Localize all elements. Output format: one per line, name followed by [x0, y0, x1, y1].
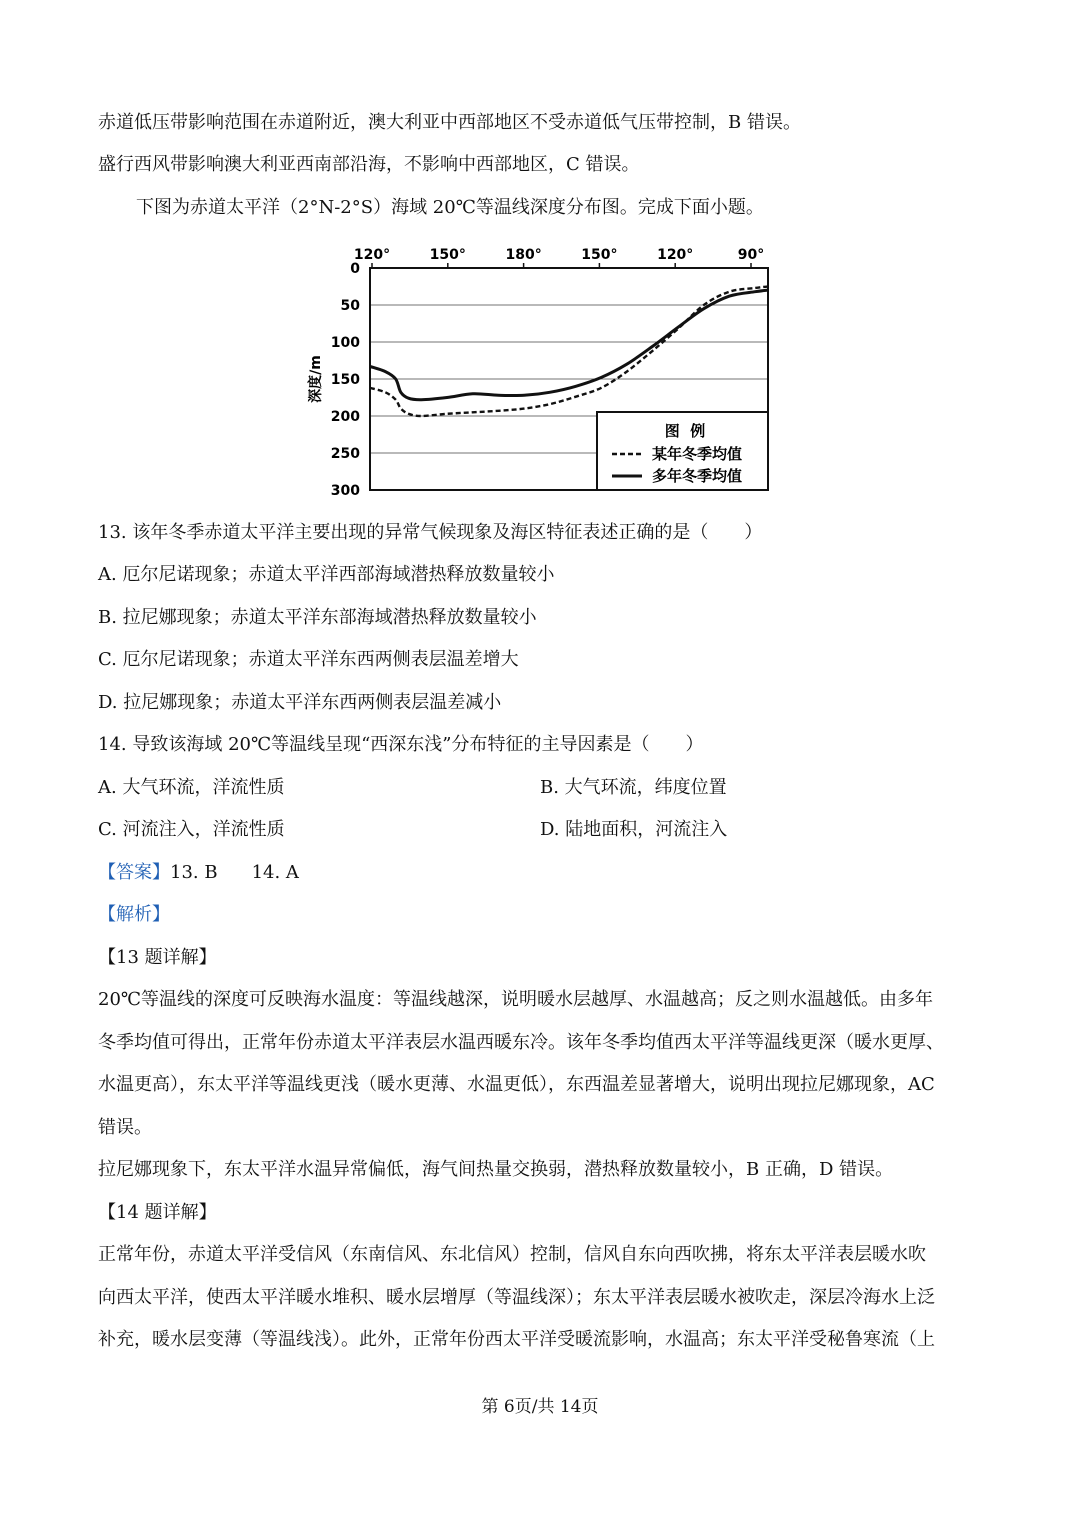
- analysis-tag: 【解析】: [98, 904, 170, 925]
- detail-14-heading: 【14 题详解】: [98, 1202, 217, 1223]
- legend-label-multi-year-mean: 多年冬季均值: [652, 467, 743, 485]
- chart-y-ticks: [331, 261, 360, 498]
- answer-q14: 14. A: [251, 862, 299, 883]
- question-13-option-b: B. 拉尼娜现象；赤道太平洋东部海域潜热释放数量较小: [98, 607, 537, 628]
- intro-line-2: 盛行西风带影响澳大利亚西南部沿海，不影响中西部地区，C 错误。: [98, 154, 640, 175]
- detail-14-line-2: 向西太平洋，使西太平洋暖水堆积、暖水层增厚（等温线深）；东太平洋表层暖水被吹走，深层冷海水上泛: [98, 1287, 935, 1308]
- x-tick-label: 180°: [505, 247, 542, 263]
- detail-13-line-3: 水温更高），东太平洋等温线更浅（暖水更薄、水温更低），东西温差显著增大，说明出现拉尼娜现象，AC: [98, 1074, 935, 1095]
- answer-line: [98, 861, 299, 885]
- question-14-stem: 14. 导致该海域 20℃等温线呈现“西深东浅”分布特征的主导因素是（ ）: [98, 734, 704, 755]
- chart-legend: [597, 412, 768, 490]
- detail-14-line-1: 正常年份，赤道太平洋受信风（东南信风、东北信风）控制，信风自东向西吹拂，将东太平洋表层暖水吹: [98, 1244, 926, 1265]
- isotherm-depth-chart: [300, 236, 780, 498]
- y-tick-label: 150: [330, 372, 360, 388]
- y-tick-label: 300: [330, 483, 360, 498]
- chart-y-axis-label: 深度/m: [308, 355, 324, 403]
- answer-q13: 13. B: [170, 862, 218, 883]
- y-tick-label: 0: [350, 261, 360, 277]
- chart-x-ticks: [354, 247, 764, 268]
- y-tick-label: 200: [330, 409, 360, 425]
- question-14-option-a: A. 大气环流，洋流性质: [98, 777, 285, 798]
- question-13-option-c: C. 厄尔尼诺现象；赤道太平洋东西两侧表层温差增大: [98, 649, 519, 670]
- legend-title: 图 例: [664, 422, 706, 440]
- page-footer: 第 6页/共 14页: [481, 1397, 599, 1417]
- question-13-option-d: D. 拉尼娜现象；赤道太平洋东西两侧表层温差减小: [98, 692, 502, 713]
- question-14-option-c: C. 河流注入，洋流性质: [98, 819, 285, 840]
- legend-label-anomaly-year: 某年冬季均值: [652, 445, 743, 463]
- question-13-stem: 13. 该年冬季赤道太平洋主要出现的异常气候现象及海区特征表述正确的是（ ）: [98, 522, 763, 543]
- x-tick-label: 150°: [581, 247, 618, 263]
- x-tick-label: 120°: [657, 247, 694, 263]
- y-tick-label: 50: [340, 298, 360, 314]
- detail-13-line-5: 拉尼娜现象下，东太平洋水温异常偏低，海气间热量交换弱，潜热释放数量较小，B 正确，D 错误。: [98, 1159, 894, 1180]
- detail-13-line-1: 20℃等温线的深度可反映海水温度：等温线越深，说明暖水层越厚、水温越高；反之则水温越低。由多年: [98, 989, 934, 1010]
- question-stem-intro: 下图为赤道太平洋（2°N-2°S）海域 20℃等温线深度分布图。完成下面小题。: [136, 197, 764, 218]
- detail-13-line-4: 错误。: [98, 1117, 152, 1138]
- detail-13-line-2: 冬季均值可得出，正常年份赤道太平洋表层水温西暖东冷。该年冬季均值西太平洋等温线更深（暖水更厚、: [98, 1032, 944, 1053]
- answer-tag: 【答案】: [98, 862, 170, 883]
- detail-13-heading: 【13 题详解】: [98, 947, 217, 968]
- series-line-multi-year-mean: [370, 290, 768, 400]
- detail-14-line-3: 补充，暖水层变薄（等温线浅）。此外，正常年份西太平洋受暖流影响，水温高；东太平洋受秘鲁寒流（上: [98, 1329, 935, 1350]
- y-tick-label: 250: [330, 446, 360, 462]
- x-tick-label: 90°: [737, 247, 765, 263]
- question-14-option-d: D. 陆地面积，河流注入: [540, 819, 728, 840]
- x-tick-label: 150°: [429, 247, 466, 263]
- x-tick-label: 120°: [353, 247, 391, 263]
- question-13-option-a: A. 厄尔尼诺现象；赤道太平洋西部海域潜热释放数量较小: [98, 564, 555, 585]
- y-tick-label: 100: [330, 335, 360, 351]
- question-14-option-b: B. 大气环流，纬度位置: [540, 777, 727, 798]
- intro-line-1: 赤道低压带影响范围在赤道附近，澳大利亚中西部地区不受赤道低气压带控制，B 错误。: [98, 112, 801, 133]
